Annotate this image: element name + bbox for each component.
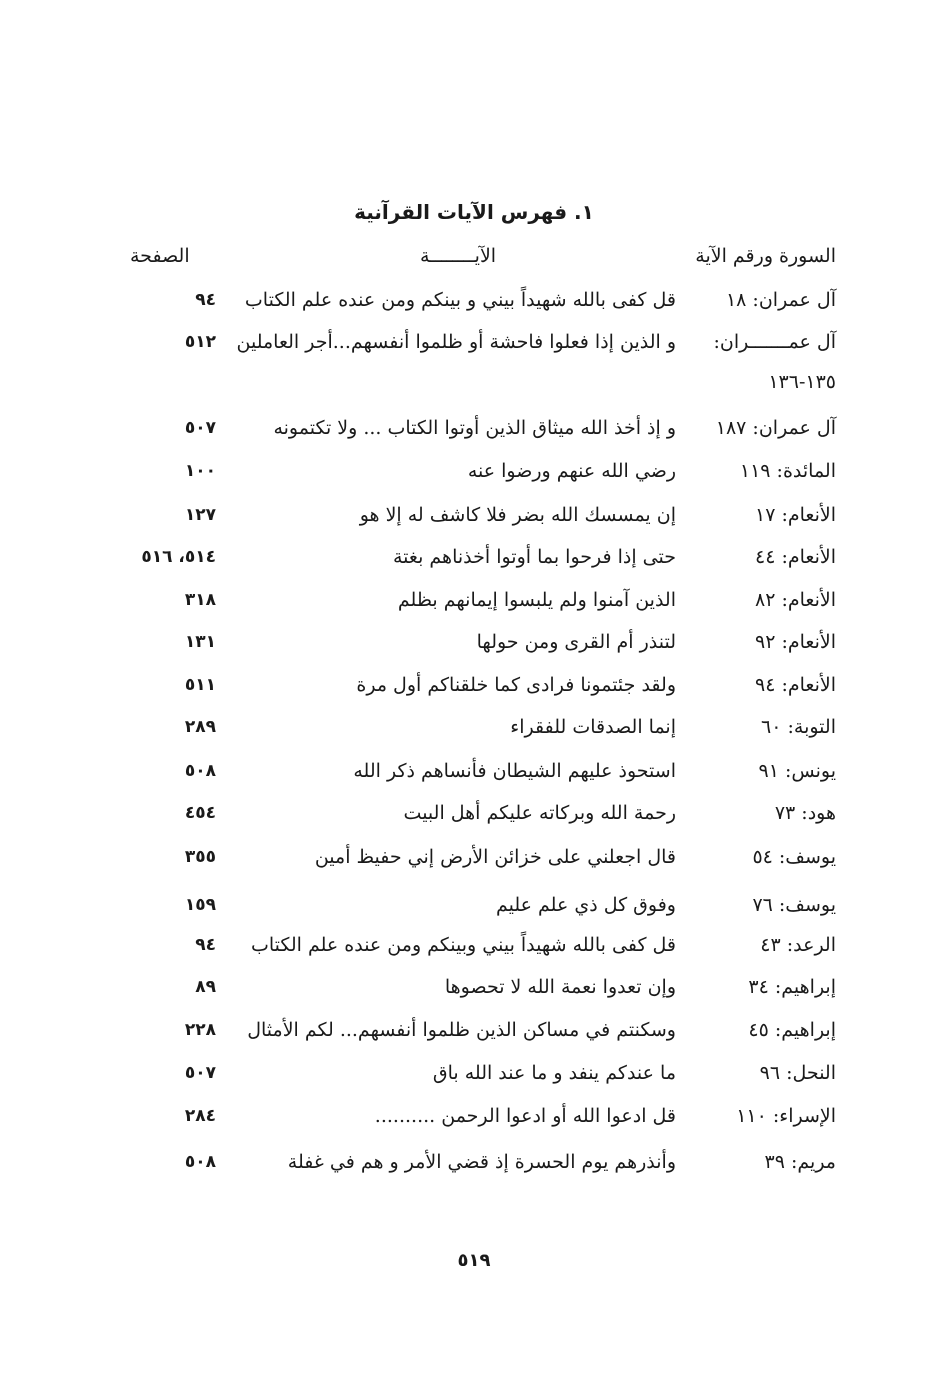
surah-ref: الإسراء: ١١٠	[736, 1105, 836, 1127]
surah-ref: النحل: ٩٦	[759, 1062, 836, 1084]
page-ref: ١٠٠	[184, 461, 216, 481]
ayah-text: و إذ أخذ الله ميثاق الذين أوتوا الكتاب ... ولا تكتمونه	[273, 417, 676, 439]
ayah-text: وأنذرهم يوم الحسرة إذ قضي الأمر و هم في غفلة	[287, 1151, 676, 1173]
page-ref: ٢٢٨	[184, 1020, 216, 1040]
ayah-text: استحوذ عليهم الشيطان فأنساهم ذكر الله	[353, 760, 676, 782]
page-ref: ٩٤	[195, 935, 216, 955]
surah-ref: التوبة: ٦٠	[761, 716, 836, 738]
page-ref: ٥١٢	[184, 332, 216, 352]
ayah-text: وسكنتم في مساكن الذين ظلموا أنفسهم... لكم الأمثال	[247, 1019, 676, 1041]
table-row	[0, 580, 948, 620]
table-row	[0, 707, 948, 747]
table-row	[0, 925, 948, 965]
ayah-text: ولقد جئتمونا فرادى كما خلقناكم أول مرة	[356, 674, 676, 696]
surah-ref: الرعد: ٤٣	[760, 934, 836, 956]
ayah-text: إنما الصدقات للفقراء	[510, 716, 676, 738]
page-ref: ٥٠٨	[184, 1152, 216, 1172]
table-row	[0, 451, 948, 491]
page-ref: ١٥٩	[184, 895, 216, 915]
ayah-text: قل كفى بالله شهيداً بيني و بينكم ومن عنده علم الكتاب	[244, 289, 676, 311]
page-ref: ٩٤	[195, 290, 216, 310]
surah-ref-continuation: ١٣٥-١٣٦	[768, 371, 836, 393]
ayah-text: وإن تعدوا نعمة الله لا تحصوها	[444, 976, 676, 998]
page-ref: ٥٠٧	[184, 418, 216, 438]
table-row	[0, 408, 948, 448]
surah-ref: الأنعام: ١٧	[755, 504, 836, 526]
table-row-continuation	[0, 362, 948, 402]
table-row	[0, 537, 948, 577]
surah-ref: يوسف: ٧٦	[752, 894, 836, 916]
ayah-text: ما عندكم ينفد و ما عند الله باق	[432, 1062, 676, 1084]
table-header	[0, 236, 948, 276]
table-row	[0, 1010, 948, 1050]
ayah-text: قل ادعوا الله أو ادعوا الرحمن ..........	[374, 1105, 676, 1127]
ayah-text: و الذين إذا فعلوا فاحشة أو ظلموا أنفسهم...أجر العاملين	[236, 331, 676, 353]
surah-ref: آل عمـــــــران:	[713, 331, 836, 353]
ayah-text: وفوق كل ذي علم عليم	[495, 894, 676, 916]
table-row	[0, 280, 948, 320]
table-row	[0, 1096, 948, 1136]
ayah-text: الذين آمنوا ولم يلبسوا إيمانهم بظلم	[397, 589, 676, 611]
page-ref: ٥١٤، ٥١٦	[141, 547, 216, 567]
page-ref: ٤٥٤	[184, 803, 216, 823]
table-row	[0, 837, 948, 877]
table-row	[0, 495, 948, 535]
ayah-text: حتى إذا فرحوا بما أوتوا أخذناهم بغتة	[393, 546, 676, 568]
header-surah: السورة ورقم الآية	[695, 245, 836, 267]
table-row	[0, 751, 948, 791]
surah-ref: آل عمران: ١٨	[725, 289, 836, 311]
page-number: ٥١٩	[457, 1250, 491, 1271]
ayah-text: قل كفى بالله شهيداً بيني وبينكم ومن عنده علم الكتاب	[250, 934, 676, 956]
table-row	[0, 622, 948, 662]
surah-ref: الأنعام: ٨٢	[755, 589, 836, 611]
page-ref: ١٣١	[184, 632, 216, 652]
page-ref: ٣١٨	[184, 590, 216, 610]
surah-ref: آل عمران: ١٨٧	[715, 417, 836, 439]
page-ref: ٢٨٤	[184, 1106, 216, 1126]
table-row	[0, 1142, 948, 1182]
ayah-text: رضي الله عنهم ورضوا عنه	[467, 460, 676, 482]
page-ref: ٥٠٨	[184, 761, 216, 781]
page-ref: ٣٥٥	[184, 847, 216, 867]
surah-ref: الأنعام: ٩٢	[755, 631, 836, 653]
table-row	[0, 1053, 948, 1093]
page-ref: ٥١١	[184, 675, 216, 695]
surah-ref: يوسف: ٥٤	[752, 846, 836, 868]
table-row	[0, 793, 948, 833]
table-row	[0, 322, 948, 362]
page-ref: ١٢٧	[184, 505, 216, 525]
surah-ref: الأنعام: ٩٤	[755, 674, 836, 696]
surah-ref: الأنعام: ٤٤	[755, 546, 836, 568]
header-page: الصفحة	[130, 245, 190, 267]
surah-ref: المائدة: ١١٩	[739, 460, 836, 482]
surah-ref: يونس: ٩١	[758, 760, 836, 782]
ayah-text: قال اجعلني على خزائن الأرض إني حفيظ أمين	[314, 846, 676, 868]
page-ref: ٨٩	[195, 977, 216, 997]
table-row	[0, 665, 948, 705]
ayah-text: إن يمسسك الله بضر فلا كاشف له إلا هو	[359, 504, 676, 526]
surah-ref: مريم: ٣٩	[764, 1151, 836, 1173]
header-ayah: الآيــــــــة	[419, 245, 497, 267]
surah-ref: إبراهيم: ٤٥	[748, 1019, 836, 1041]
page-ref: ٥٠٧	[184, 1063, 216, 1083]
index-title: ١. فهرس الآيات القرآنية	[354, 200, 594, 224]
table-row	[0, 885, 948, 925]
page-ref: ٢٨٩	[184, 717, 216, 737]
ayah-text: رحمة الله وبركاته عليكم أهل البيت	[403, 802, 676, 824]
surah-ref: إبراهيم: ٣٤	[748, 976, 836, 998]
ayah-text: لتنذر أم القرى ومن حولها	[476, 631, 676, 653]
surah-ref: هود: ٧٣	[774, 802, 836, 824]
table-row	[0, 967, 948, 1007]
